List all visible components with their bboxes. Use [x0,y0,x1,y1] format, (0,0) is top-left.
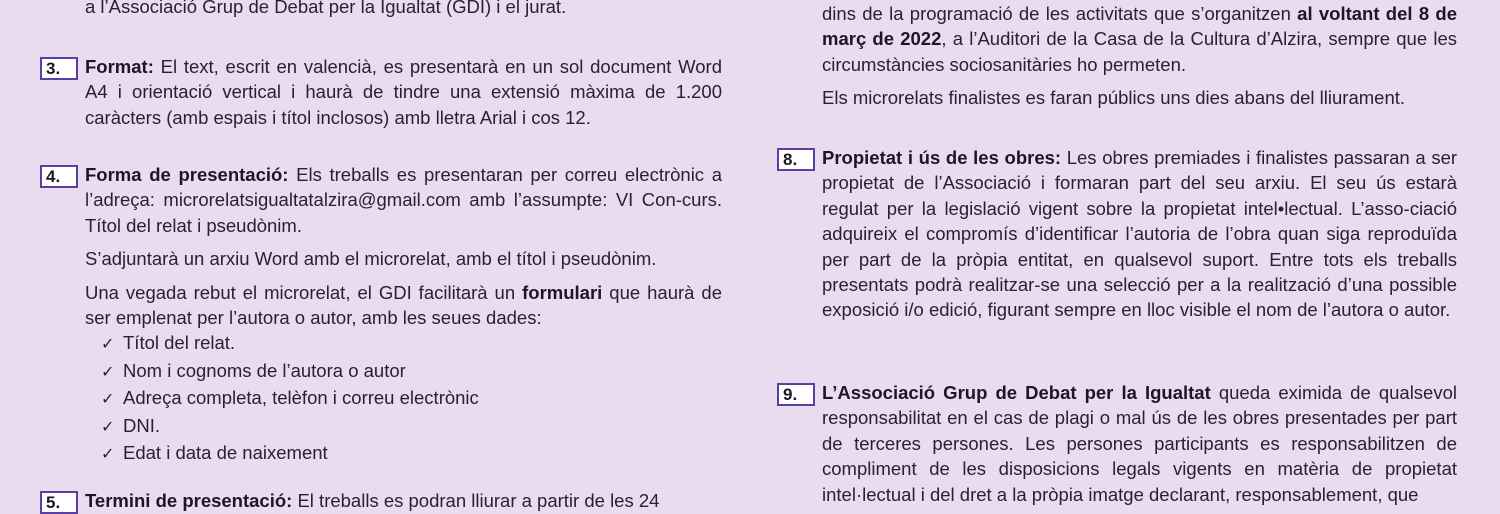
section-3 [40,54,722,130]
section-9 [777,380,1457,507]
section-9-title: L’Associació Grup de Debat per la Igualtat [822,382,1211,403]
data-checklist [85,330,722,467]
section-4-paragraph-2: S’adjuntarà un arxiu Word amb el microrelat, amb el títol i pseudònim. [85,248,657,270]
section-9-number: 9. [777,383,815,406]
section-4 [40,162,722,467]
date-bold: al voltant del 8 de març de 2022 [822,3,1457,50]
section-9-text: L’Associació Grup de Debat per la Igualtat queda eximida de qualsevol responsabilitat en el cas de plagi o mal ús de les obres presentades per part de terceres persones. Les persones participants es responsabilitzen de compliment de les disposicions legals vigents en matèria de propietat intel·lectual i del dret a la pròpia imatge declarant, responsablement, que [822,382,1457,505]
check-icon: ✓ [101,446,115,464]
checklist-item: ✓ DNI. [101,413,722,440]
checklist-item: ✓ Nom i cognoms de l’autora o autor [101,358,722,385]
checklist-item: ✓ Edat i data de naixement [101,440,722,467]
section-8-title: Propietat i ús de les obres: [822,147,1062,168]
section-7-paragraph-2: Els microrelats finalistes es faran públics uns dies abans del lliurament. [822,87,1406,109]
section-2-tail [40,0,722,19]
section-8-number: 8. [777,148,815,171]
check-icon: ✓ [101,363,115,381]
section-3-number: 3. [40,57,78,80]
check-icon: ✓ [101,418,115,436]
section-4-text: Forma de presentació: Els treballs es presentaran per correu electrònic a l’adreça: microrelatsigualtatalzira@gmail.com amb l’assumpte: VI Con-curs. Títol del relat i pseudònim. [85,164,723,236]
formulari-bold: formulari [522,281,603,303]
section-7-text: dins de la programació de les activitats que s’organitzen al voltant del 8 de març de 2022, a l’Auditori de la Casa de la Cultura d’Alzira, sempre que les circumstàncies sociosanitàries ho permeten. [822,3,1457,75]
section-4-title: Forma de presentació: [85,164,289,185]
section-7-tail [777,1,1457,111]
section-3-title: Format: [85,56,154,77]
check-icon: ✓ [101,391,115,409]
section-4-paragraph-3: Una vegada rebut el microrelat, el GDI facilitarà un formulari que haurà de ser emplenat per l’autora o autor, amb les seues dades: [85,281,722,329]
section-4-number: 4. [40,165,78,188]
checklist-item: ✓ Adreça completa, telèfon i correu electrònic [101,385,722,412]
section-8 [777,145,1457,323]
section-8-text: Propietat i ús de les obres: Les obres premiades i finalistes passaran a ser propietat de l’Associació i formaran part del seu arxiu. El seu ús estarà regulat per la legislació vigent sobre la propietat intel•lectual. L’asso-ciació adquireix el compromís d’identificar l’autoria de l’obra quan siga reproduïda per part de la pròpia entitat, en qualsevol suport. Entre tots els treballs presentats podrà realitzar-se una selecció per a la realització d’una possible exposició i/o edició, figurant sempre en lloc visible el nom de l’autora o autor. [822,147,1458,321]
section-2-last-line: a l’Associació Grup de Debat per la Igualtat (GDI) i el jurat. [85,0,567,17]
left-column [40,0,723,512]
right-column [777,0,1458,505]
checklist-item: ✓ Títol del relat. [101,330,722,357]
section-5-title: Termini de presentació: [85,490,293,511]
section-3-text: Format: El text, escrit en valencià, es presentarà en un sol document Word A4 i orientació vertical i haurà de tindre una extensió màxima de 1.200 caràcters (amb espais i títol inclosos) amb lletra Arial i cos 12. [85,56,723,128]
section-5-number: 5. [40,491,78,514]
check-icon: ✓ [101,336,115,354]
section-5 [40,488,722,513]
section-5-text: Termini de presentació: El treballs es podran lliurar a partir de les 24 [85,490,660,511]
